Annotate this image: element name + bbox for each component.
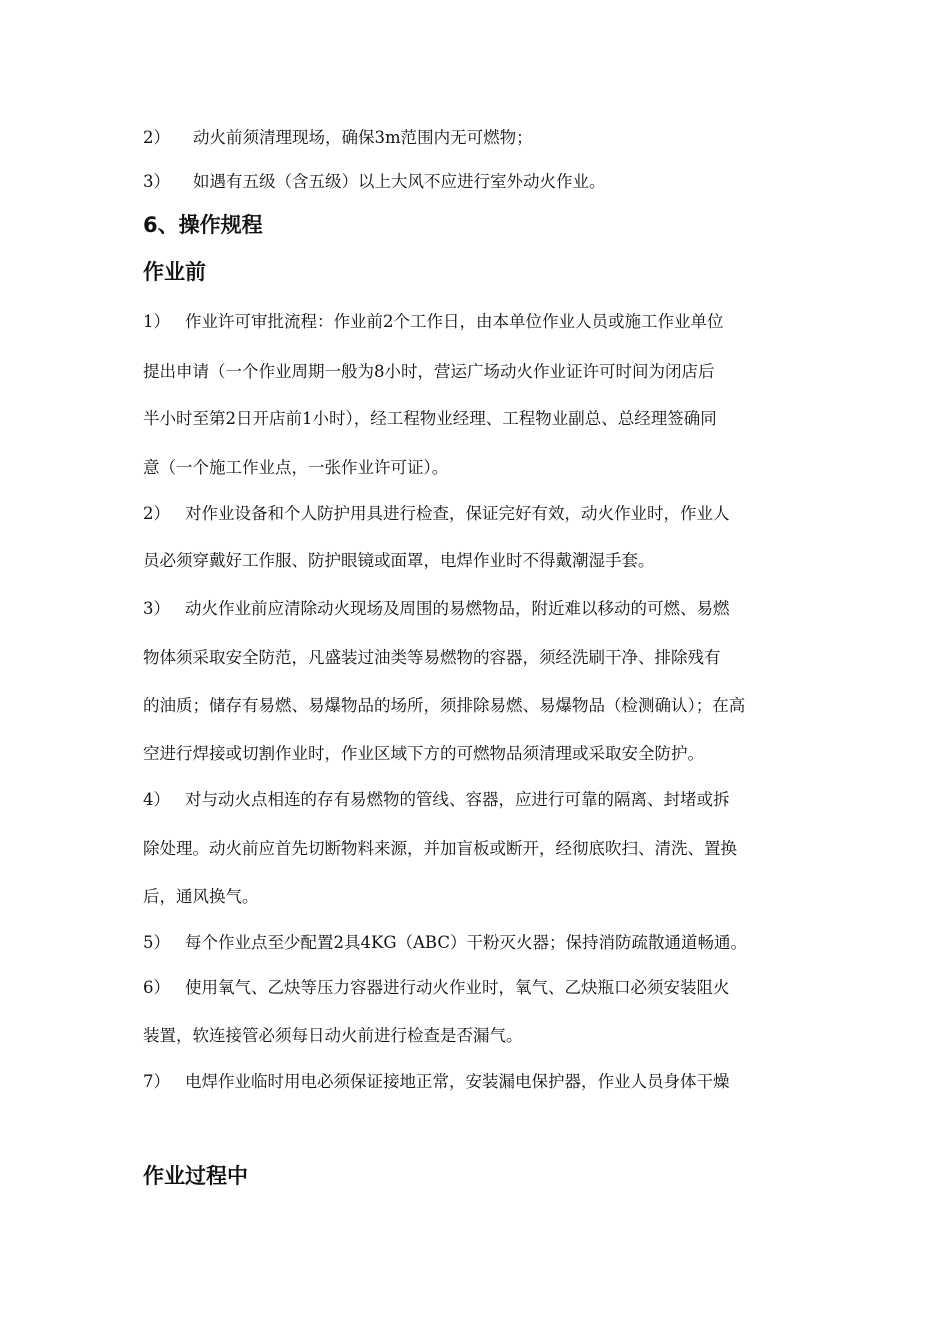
item-text: 每个作业点至少配置2具4KG（ABC）干粉灭火器；保持消防疏散通道畅通。 bbox=[185, 933, 747, 952]
continuation-line: 员必须穿戴好工作服、防护眼镜或面罩，电焊作业时不得戴潮湿手套。 bbox=[143, 551, 655, 570]
item-text: 动火作业前应清除动火现场及周围的易燃物品，附近难以移动的可燃、易燃 bbox=[185, 599, 730, 618]
list-item bbox=[143, 789, 823, 811]
item-text: 动火前须清理现场，确保3m范围内无可燃物； bbox=[193, 128, 533, 147]
continuation-line: 后，通风换气。 bbox=[143, 887, 259, 906]
item-text: 作业许可审批流程：作业前2个工作日，由本单位作业人员或施工作业单位 bbox=[185, 312, 724, 331]
item-text: 对作业设备和个人防护用具进行检查，保证完好有效，动火作业时，作业人 bbox=[185, 504, 730, 523]
continuation-line: 物体须采取安全防范，凡盛装过油类等易燃物的容器，须经洗刷干净、排除残有 bbox=[143, 648, 721, 667]
item-number: 7） bbox=[143, 1072, 170, 1091]
item-text: 电焊作业临时用电必须保证接地正常，安装漏电保护器，作业人员身体干燥 bbox=[185, 1072, 730, 1091]
item-number: 6） bbox=[143, 978, 170, 997]
subsection-title-before: 作业前 bbox=[143, 260, 206, 284]
continuation-line: 装置，软连接管必须每日动火前进行检查是否漏气。 bbox=[143, 1026, 523, 1045]
list-item bbox=[143, 311, 823, 333]
continuation-line: 空进行焊接或切割作业时，作业区域下方的可燃物品须清理或采取安全防护。 bbox=[143, 744, 704, 763]
continuation-line: 除处理。动火前应首先切断物料来源，并加盲板或断开，经彻底吹扫、清洗、置换 bbox=[143, 839, 737, 858]
item-number: 3） bbox=[143, 172, 170, 191]
item-number: 3） bbox=[143, 599, 170, 618]
subsection-title-during: 作业过程中 bbox=[143, 1164, 248, 1188]
list-item bbox=[143, 977, 823, 999]
item-text: 如遇有五级（含五级）以上大风不应进行室外动火作业。 bbox=[193, 172, 606, 191]
list-item bbox=[143, 171, 823, 193]
item-text: 对与动火点相连的存有易燃物的管线、容器，应进行可靠的隔离、封堵或拆 bbox=[185, 790, 730, 809]
list-item bbox=[143, 598, 823, 620]
item-number: 5） bbox=[143, 933, 170, 952]
section-title: 6、操作规程 bbox=[143, 213, 263, 237]
list-item bbox=[143, 932, 823, 954]
continuation-line: 的油质；储存有易燃、易爆物品的场所，须排除易燃、易爆物品（检测确认）；在高 bbox=[143, 696, 746, 715]
continuation-line: 半小时至第2日开店前1小时），经工程物业经理、工程物业副总、总经理签确同 bbox=[143, 409, 717, 428]
item-number: 4） bbox=[143, 790, 170, 809]
continuation-line: 意（一个施工作业点，一张作业许可证）。 bbox=[143, 458, 449, 477]
continuation-line: 提出申请（一个作业周期一般为8小时，营运广场动火作业证许可时间为闭店后 bbox=[143, 362, 715, 381]
item-number: 1） bbox=[143, 312, 170, 331]
item-number: 2） bbox=[143, 128, 170, 147]
item-text: 使用氧气、乙炔等压力容器进行动火作业时，氧气、乙炔瓶口必须安装阻火 bbox=[185, 978, 730, 997]
list-item bbox=[143, 1071, 823, 1093]
list-item bbox=[143, 503, 823, 525]
item-number: 2） bbox=[143, 504, 170, 523]
list-item bbox=[143, 127, 823, 149]
